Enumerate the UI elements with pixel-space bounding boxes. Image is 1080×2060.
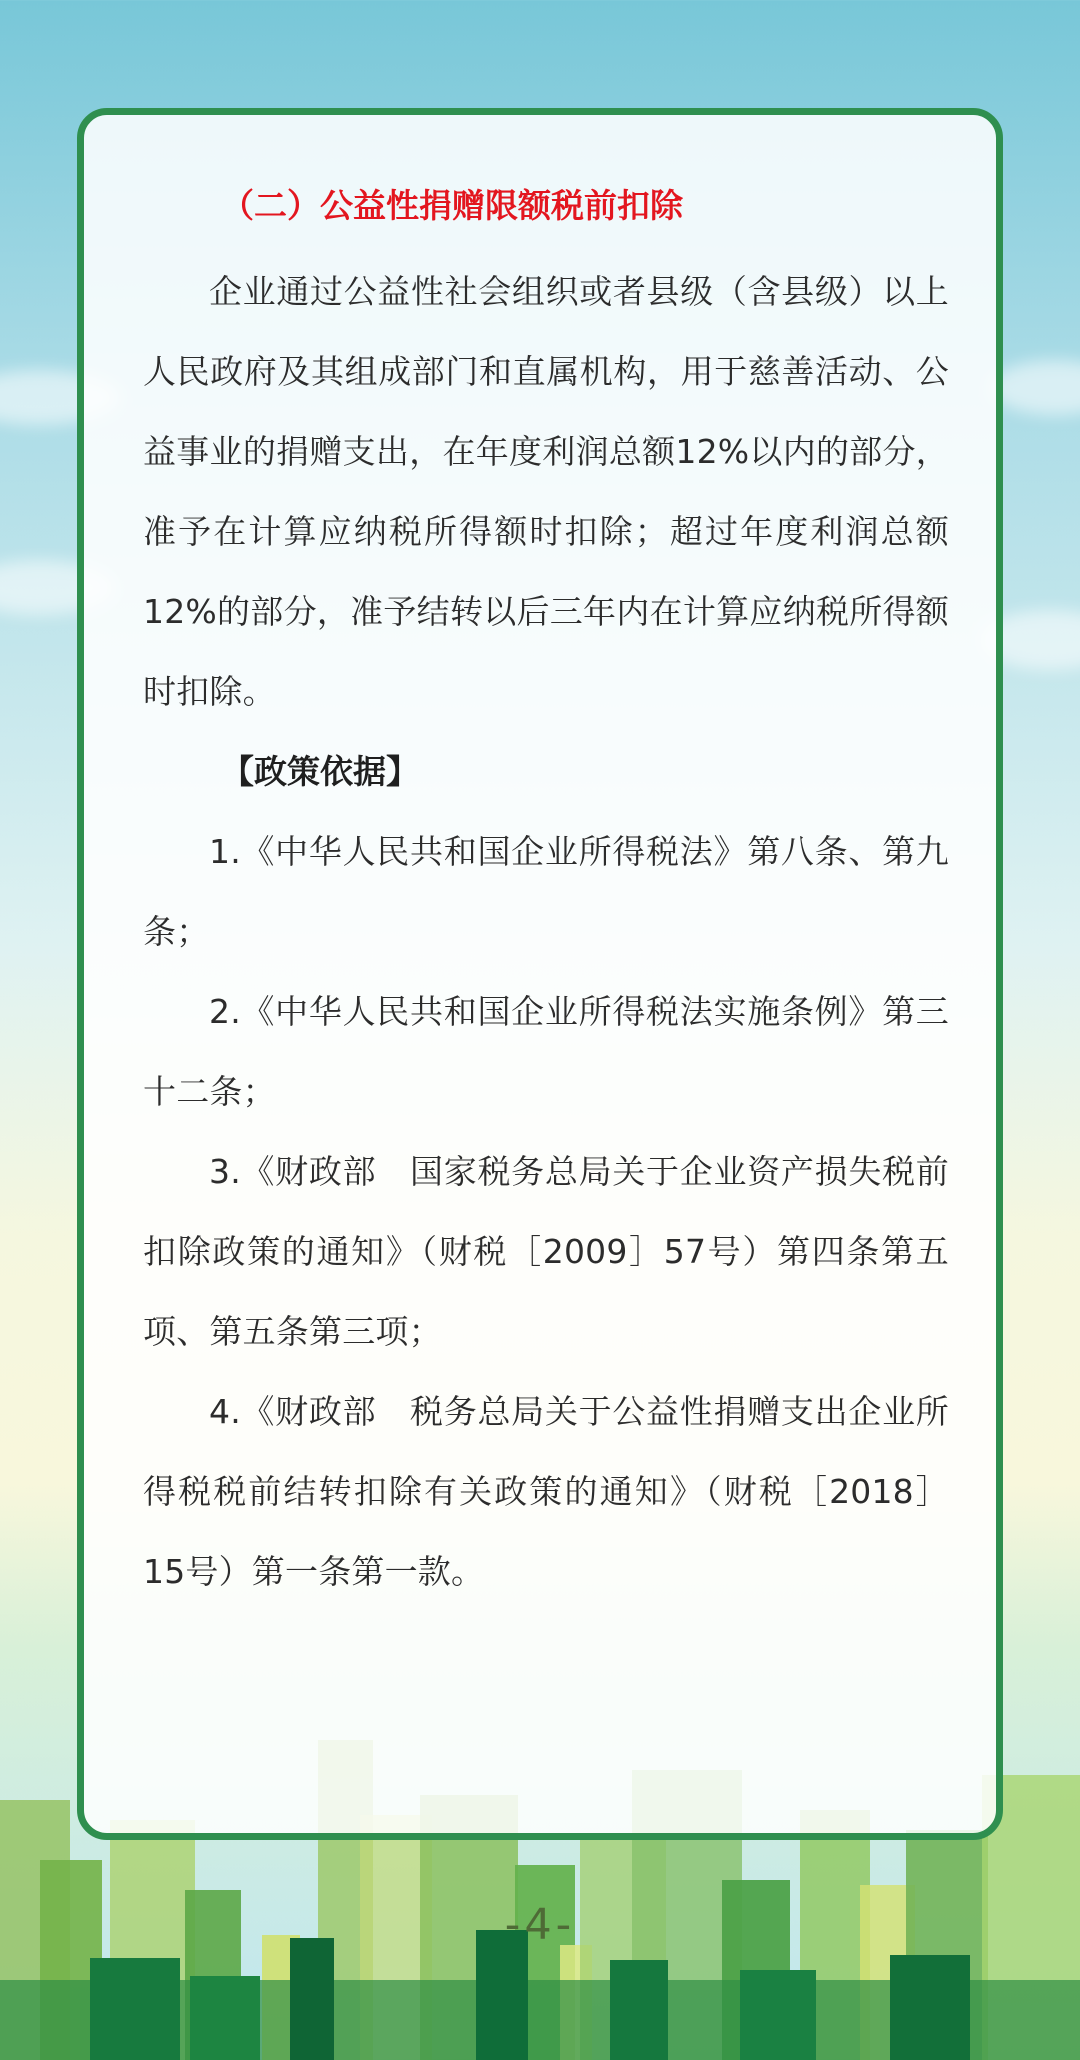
- content-card: [77, 108, 1003, 1840]
- skyline-building: [290, 1938, 334, 2060]
- document-content: [143, 172, 949, 1612]
- section-title: （二）公益性捐赠限额税前扣除: [221, 186, 683, 225]
- background-cloud-right: [990, 360, 1080, 415]
- page-number: -4-: [504, 1900, 576, 1950]
- policy-basis-item-4: 4.《财政部 税务总局关于公益性捐赠支出企业所得税税前结转扣除有关政策的通知》（财税［2018］15号）第一条第一款。: [143, 1392, 949, 1591]
- skyline-building: [190, 1976, 260, 2060]
- skyline-building: [90, 1958, 180, 2060]
- skyline-building: [610, 1960, 668, 2060]
- policy-basis-heading: 【政策依据】: [221, 752, 419, 791]
- policy-basis-item-3: 3.《财政部 国家税务总局关于企业资产损失税前扣除政策的通知》（财税［2009］57号）第四条第五项、第五条第三项；: [143, 1152, 949, 1351]
- skyline-building: [890, 1955, 970, 2060]
- policy-basis-item-2: 2.《中华人民共和国企业所得税法实施条例》第三十二条；: [143, 992, 949, 1111]
- skyline-building: [740, 1970, 816, 2060]
- policy-basis-item-1: 1.《中华人民共和国企业所得税法》第八条、第九条；: [143, 832, 949, 951]
- main-paragraph: 企业通过公益性社会组织或者县级（含县级）以上人民政府及其组成部门和直属机构，用于慈善活动、公益事业的捐赠支出，在年度利润总额12%以内的部分，准予在计算应纳税所得额时扣除；超过年度利润总额12%的部分，准予结转以后三年内在计算应纳税所得额时扣除。: [143, 272, 949, 711]
